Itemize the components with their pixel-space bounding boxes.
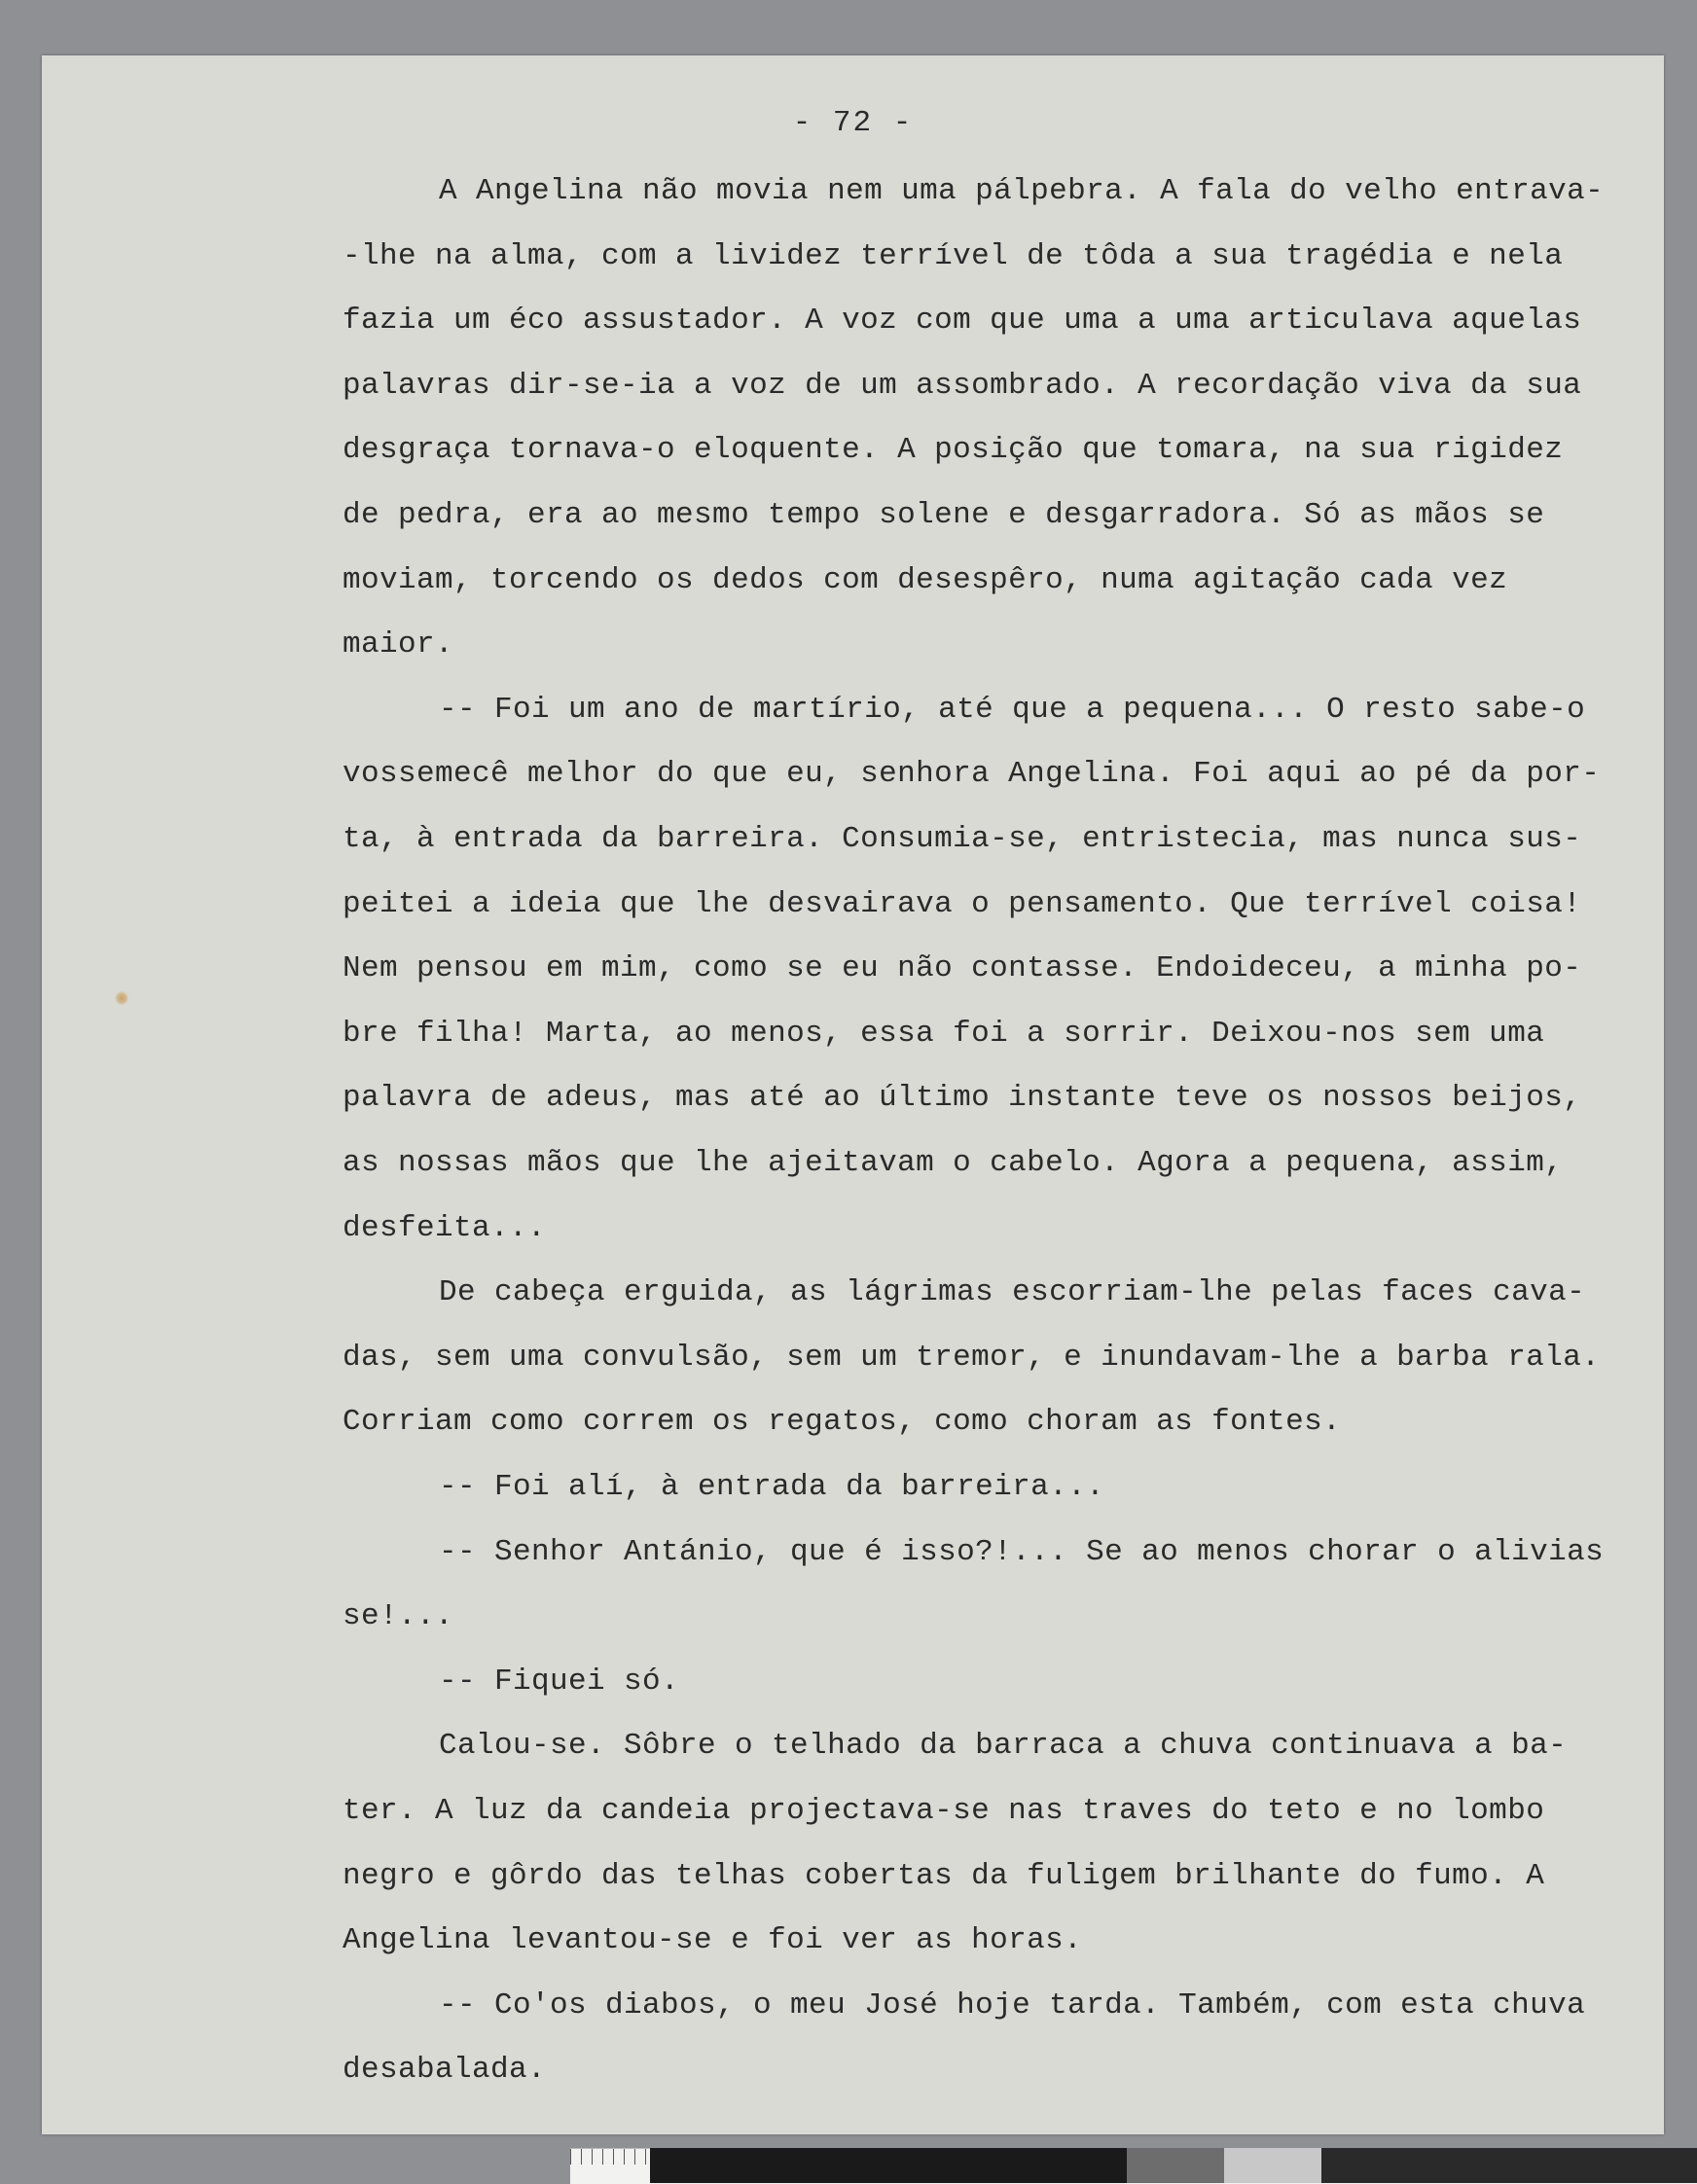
text-line: moviam, torcendo os dedos com desespêro, numa agitação cada vez [343,562,1508,597]
color-patch-dark [1321,2148,1697,2183]
text-line: ter. A luz da candeia projectava-se nas traves do teto e no lombo [343,1794,1545,1828]
text-line: Nem pensou em mim, como se eu não contasse. Endoideceu, a minha po- [343,951,1582,986]
text-line: Calou-se. Sôbre o telhado da barraca a chuva continuava a ba- [439,1729,1568,1764]
text-line: -- Co'os diabos, o meu José hoje tarda. Também, com esta chuva [439,1987,1586,2023]
page-number: - 72 - [792,106,914,140]
text-line: Corriam como correm os regatos, como choram as fontes. [343,1405,1342,1440]
body-text [42,55,1664,2134]
text-line: palavras dir-se-ia a voz de um assombrado. A recordação viva da sua [343,368,1582,403]
text-line: desabalada. [343,2053,547,2088]
text-line: De cabeça erguida, as lágrimas escorriam-lhe pelas faces cava- [439,1275,1586,1310]
text-line: negro e gôrdo das telhas cobertas da fuligem brilhante do fumo. A [343,1858,1545,1893]
text-line: -- Foi alí, à entrada da barreira... [439,1470,1105,1504]
text-line: ta, à entrada da barreira. Consumia-se, entristecia, mas nunca sus- [343,822,1582,856]
text-line: -- Fiquei só. [439,1664,680,1699]
text-line: Angelina levantou-se e foi ver as horas. [343,1923,1083,1958]
typed-page [42,55,1664,2134]
text-line: maior. [343,627,454,662]
text-line: bre filha! Marta, ao menos, essa foi a sorrir. Deixou-nos sem uma [343,1016,1545,1051]
color-patch-gray [1127,2148,1224,2183]
text-line: -lhe na alma, com a lividez terrível de tôda a sua tragédia e nela [343,238,1564,273]
text-line: se!... [343,1599,454,1634]
text-line: peitei a ideia que lhe desvairava o pensamento. Que terrível coisa! [343,886,1582,921]
text-line: das, sem uma convulsão, sem um tremor, e inundavam-lhe a barba rala. [343,1340,1601,1375]
text-line: -- Senhor Antánio, que é isso?!... Se ao menos chorar o alivias [439,1534,1605,1569]
color-patch-black [650,2148,1127,2183]
text-line: de pedra, era ao mesmo tempo solene e desgarradora. Só as mãos se [343,498,1545,532]
color-patch-light [1224,2148,1321,2183]
text-line: as nossas mãos que lhe ajeitavam o cabelo. Agora a pequena, assim, [343,1146,1564,1180]
text-line: A Angelina não movia nem uma pálpebra. A fala do velho entrava- [439,174,1605,208]
text-line: desfeita... [343,1210,547,1245]
text-line: palavra de adeus, mas até ao último instante teve os nossos beijos, [343,1081,1582,1116]
text-line: fazia um éco assustador. A voz com que uma a uma articulava aquelas [343,304,1582,339]
text-line: -- Foi um ano de martírio, até que a pequena... O resto sabe-o [439,692,1586,727]
text-line: vossemecê melhor do que eu, senhora Angelina. Foi aqui ao pé da por- [343,757,1601,792]
text-line: desgraça tornava-o eloquente. A posição que tomara, na sua rigidez [343,433,1564,468]
